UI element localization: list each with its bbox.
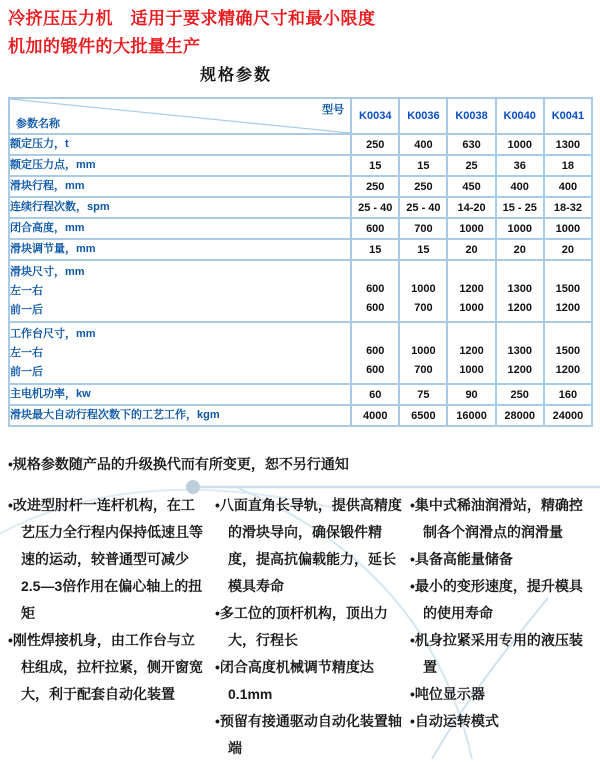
model-header: K0040	[496, 98, 544, 134]
feature-item: •刚性焊接机身，由工作台与立柱组成，拉杆拉紧，侧开窗宽大，利于配套自动化装置	[8, 632, 203, 702]
corner-label-parameter: 参数名称	[16, 118, 60, 130]
value-cell: 36	[496, 155, 544, 176]
value-cell: 25 - 40	[399, 197, 447, 218]
table-row	[9, 239, 592, 260]
model-header-row	[9, 98, 592, 134]
value-cell: 1000	[447, 218, 495, 239]
value-cell: 1000	[544, 218, 592, 239]
value-cell: 25 - 40	[351, 197, 399, 218]
value-cell: 1200 1000	[447, 260, 495, 322]
feature-item: •集中式稀油润滑站，精确控制各个润滑点的润滑量	[410, 497, 583, 540]
row-label: 主电机功率，kw	[9, 384, 351, 405]
table-row	[9, 384, 592, 405]
value-cell: 600 600	[351, 260, 399, 322]
bullet-icon: •	[410, 632, 415, 648]
feature-item: •吨位显示器	[410, 686, 485, 702]
model-header: K0038	[447, 98, 495, 134]
feature-item: •机身拉紧采用专用的液压装置	[410, 632, 583, 675]
value-cell: 630	[447, 134, 495, 155]
section-title: 规格参数	[199, 67, 272, 84]
value-cell: 28000	[496, 405, 544, 426]
value-cell: 160	[544, 384, 592, 405]
value-cell: 1500 1200	[544, 260, 592, 322]
value-cell: 600 600	[351, 322, 399, 384]
row-label: 连续行程次数，spm	[9, 197, 351, 218]
feature-item: •具备高能量储备	[410, 551, 513, 567]
row-label: 额定压力，t	[9, 134, 351, 155]
value-cell: 1500 1200	[544, 322, 592, 384]
value-cell: 400	[544, 176, 592, 197]
bullet-icon: •	[410, 551, 415, 567]
spec-table	[8, 97, 593, 427]
model-header: K0036	[399, 98, 447, 134]
value-cell: 450	[447, 176, 495, 197]
feature-item: •闭合高度机械调节精度达0.1mm	[215, 659, 374, 702]
value-cell: 15 - 25	[496, 197, 544, 218]
value-cell: 60	[351, 384, 399, 405]
value-cell: 75	[399, 384, 447, 405]
feature-item: •八面直角长导轨，提供高精度的滑块导向，确保锻件精度，提高抗偏载能力，延长模具寿命	[215, 497, 402, 594]
value-cell: 16000	[447, 405, 495, 426]
value-cell: 1200 1000	[447, 322, 495, 384]
table-row	[9, 155, 592, 176]
bullet-icon: •	[410, 686, 415, 702]
feature-item: •改进型肘杆一连杆机构，在工艺压力全行程内保持低速且等速的运动，较普通型可减少2.5—3倍作用在偏心轴上的扭矩	[8, 497, 203, 621]
model-header: K0034	[351, 98, 399, 134]
feature-item: •自动运转模式	[410, 713, 499, 729]
value-cell: 20	[496, 239, 544, 260]
table-row	[9, 176, 592, 197]
value-cell: 1300 1200	[496, 322, 544, 384]
page-title	[8, 5, 568, 61]
table-row	[9, 260, 592, 322]
value-cell: 700	[399, 218, 447, 239]
value-cell: 1000 700	[399, 322, 447, 384]
row-label: 滑块调节量，mm	[9, 239, 351, 260]
bullet-icon: •	[8, 632, 13, 648]
bullet-icon: •	[410, 713, 415, 729]
row-label: 闭合高度，mm	[9, 218, 351, 239]
model-header: K0041	[544, 98, 592, 134]
value-cell: 25	[447, 155, 495, 176]
spec-note: •规格参数随产品的升级换代而有所变更，恕不另行通知	[8, 456, 349, 472]
value-cell: 20	[447, 239, 495, 260]
bullet-icon: •	[215, 713, 220, 729]
value-cell: 4000	[351, 405, 399, 426]
feature-item: •多工位的顶杆机构，顶出力大，行程长	[215, 605, 388, 648]
feature-column-3	[410, 492, 596, 735]
feature-column-2	[215, 492, 403, 762]
value-cell: 1000	[496, 134, 544, 155]
value-cell: 1000 700	[399, 260, 447, 322]
feature-column-1	[8, 492, 204, 708]
value-cell: 250	[351, 176, 399, 197]
row-label: 工作台尺寸，mm 左一右 前一后	[9, 322, 351, 384]
row-label: 滑块最大自动行程次数下的工艺工作，kgm	[9, 405, 351, 426]
value-cell: 250	[399, 176, 447, 197]
table-row	[9, 405, 592, 426]
value-cell: 1300 1200	[496, 260, 544, 322]
bullet-icon: •	[410, 497, 415, 513]
table-row	[9, 197, 592, 218]
value-cell: 90	[447, 384, 495, 405]
row-label: 滑块尺寸，mm 左一右 前一后	[9, 260, 351, 322]
value-cell: 400	[399, 134, 447, 155]
value-cell: 250	[351, 134, 399, 155]
corner-label-model: 型号	[322, 104, 345, 116]
page-title-line1: 冷挤压压力机 适用于要求精确尺寸和最小限度	[8, 9, 376, 28]
feature-item: •预留有接通驱动自动化装置轴端	[215, 713, 402, 756]
bullet-icon: •	[215, 659, 220, 675]
bullet-icon: •	[8, 497, 13, 513]
table-corner-cell	[9, 98, 351, 134]
value-cell: 15	[351, 239, 399, 260]
value-cell: 14-20	[447, 197, 495, 218]
bullet-icon: •	[215, 605, 220, 621]
page-title-line2: 机加的锻件的大批量生产	[8, 37, 201, 56]
value-cell: 15	[399, 239, 447, 260]
bullet-icon: •	[410, 578, 415, 594]
value-cell: 20	[544, 239, 592, 260]
table-row	[9, 218, 592, 239]
value-cell: 15	[399, 155, 447, 176]
value-cell: 18-32	[544, 197, 592, 218]
row-label: 滑块行程，mm	[9, 176, 351, 197]
value-cell: 600	[351, 218, 399, 239]
value-cell: 15	[351, 155, 399, 176]
value-cell: 250	[496, 384, 544, 405]
bullet-icon: •	[215, 497, 220, 513]
row-label: 额定压力点，mm	[9, 155, 351, 176]
value-cell: 1300	[544, 134, 592, 155]
value-cell: 6500	[399, 405, 447, 426]
value-cell: 24000	[544, 405, 592, 426]
feature-item: •最小的变形速度，提升模具的使用寿命	[410, 578, 583, 621]
value-cell: 400	[496, 176, 544, 197]
table-row	[9, 134, 592, 155]
value-cell: 1000	[496, 218, 544, 239]
value-cell: 18	[544, 155, 592, 176]
table-row	[9, 322, 592, 384]
diagonal-divider	[10, 99, 350, 133]
